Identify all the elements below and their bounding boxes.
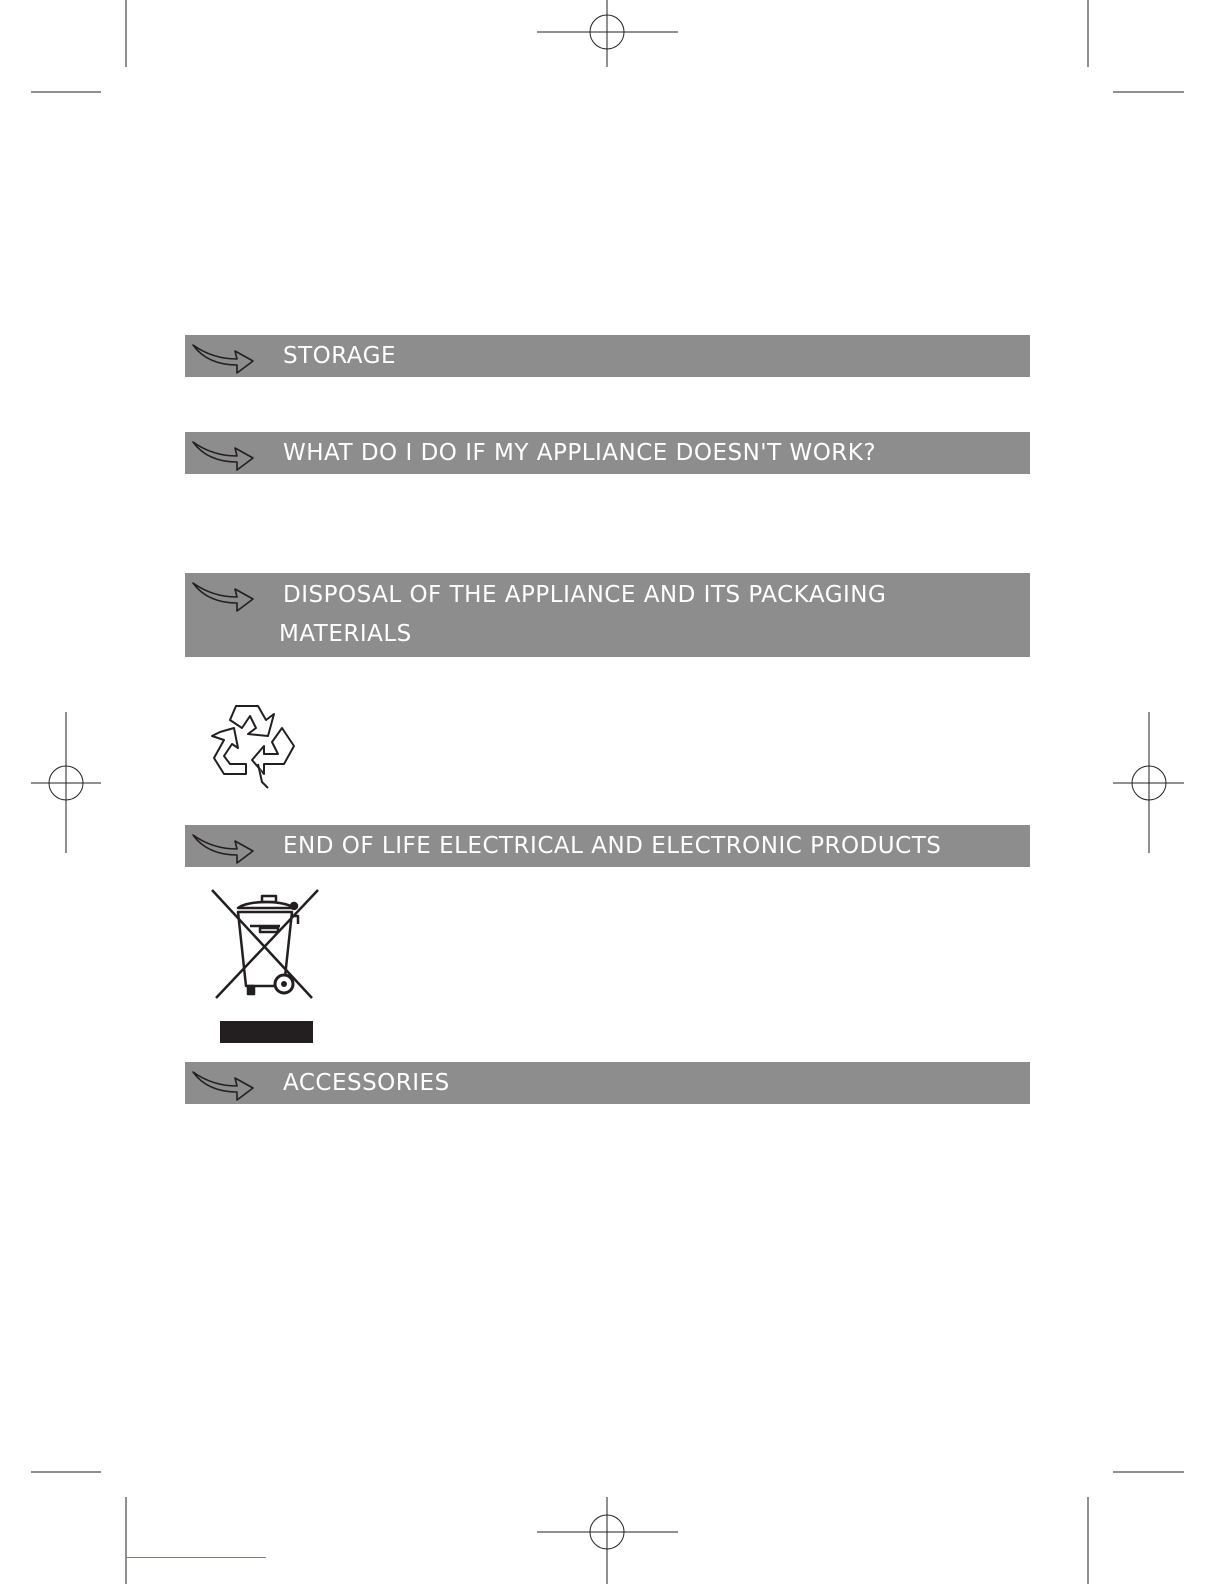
section-title: DISPOSAL OF THE APPLIANCE AND ITS PACKAGING MATERIALS xyxy=(279,582,887,647)
arrow-icon xyxy=(191,829,255,865)
section-troubleshooting-header xyxy=(185,432,1030,474)
arrow-icon xyxy=(191,577,255,613)
section-title: END OF LIFE ELECTRICAL AND ELECTRONIC PRODUCTS xyxy=(283,833,942,859)
section-storage-header xyxy=(185,335,1030,377)
section-title: STORAGE xyxy=(283,343,396,369)
recycling-icon xyxy=(206,702,298,790)
section-accessories-header xyxy=(185,1062,1030,1104)
section-weee-header xyxy=(185,825,1030,867)
arrow-icon xyxy=(191,436,255,472)
bin-bar-marker xyxy=(220,1021,313,1043)
section-title: ACCESSORIES xyxy=(283,1070,450,1096)
section-title: WHAT DO I DO IF MY APPLIANCE DOESN'T WORK? xyxy=(283,440,877,466)
arrow-icon xyxy=(191,339,255,375)
bottom-rule xyxy=(126,1557,266,1558)
section-disposal-header xyxy=(185,573,1030,657)
crossed-out-wheelie-bin-icon xyxy=(208,886,324,1004)
arrow-icon xyxy=(191,1066,255,1102)
